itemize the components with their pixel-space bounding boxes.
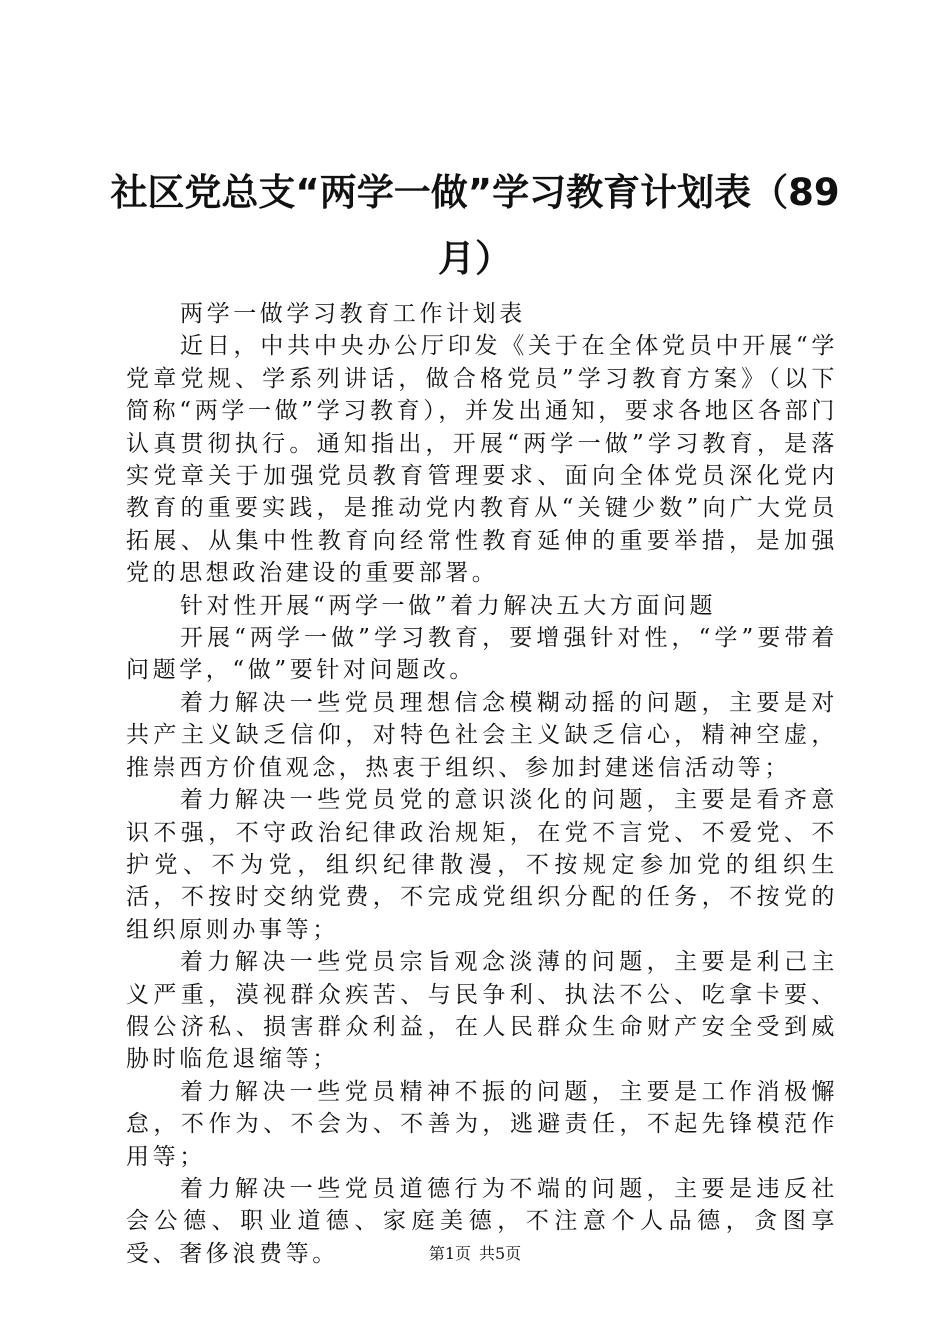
paragraph-subheading: 针对性开展“两学一做”着力解决五大方面问题	[180, 592, 717, 619]
paragraph-issue-2: 着力解决一些党员党的意识淡化的问题，主要是看齐意识不强，不守政治纪律政治规矩，在党不言党、不爱党、不护党、不为党，组织纪律散漫，不按规定参加党的组织生活，不按时交纳党费，不完成党组织分配的任务，不按党的组织原则办事等；	[126, 787, 838, 943]
document-body	[126, 298, 838, 1270]
paragraph-issue-5: 着力解决一些党员道德行为不端的问题，主要是违反社会公德、职业道德、家庭美德，不注意个人品德，贪图享受、奢侈浪费等。	[126, 1175, 838, 1267]
page-total: 共5页	[479, 1244, 522, 1263]
paragraph-intro: 近日，中共中央办公厅印发《关于在全体党员中开展“学党章党规、学系列讲话，做合格党员”学习教育方案》（以下简称“两学一做”学习教育），并发出通知，要求各地区各部门认真贯彻执行。通知指出，开展“两学一做”学习教育，是落实党章关于加强党员教育管理要求、面向全体党员深化党内教育的重要实践，是推动党内教育从“关键少数”向广大党员拓展、从集中性教育向经常性教育延伸的重要举措，是加强党的思想政治建设的重要部署。	[126, 333, 838, 587]
page-footer	[0, 1244, 950, 1264]
paragraph-issue-1: 着力解决一些党员理想信念模糊动摇的问题，主要是对共产主义缺乏信仰，对特色社会主义缺乏信心，精神空虚，推崇西方价值观念，热衷于组织、参加封建迷信活动等；	[126, 689, 838, 781]
paragraph-heading: 两学一做学习教育工作计划表	[180, 301, 526, 327]
page-number: 第1页	[428, 1244, 471, 1263]
paragraph-issue-4: 着力解决一些党员精神不振的问题，主要是工作消极懈怠，不作为、不会为、不善为，逃避责任，不起先锋模范作用等；	[126, 1078, 838, 1170]
paragraph-issue-3: 着力解决一些党员宗旨观念淡薄的问题，主要是利己主义严重，漠视群众疾苦、与民争利、执法不公、吃拿卡要、假公济私、损害群众利益，在人民群众生命财产安全受到威胁时临危退缩等；	[126, 949, 838, 1073]
paragraph-focus: 开展“两学一做”学习教育，要增强针对性，“学”要带着问题学，“做”要针对问题改。	[126, 625, 838, 684]
document-title: 社区党总支“两学一做”学习教育计划表（89月）	[110, 171, 840, 280]
